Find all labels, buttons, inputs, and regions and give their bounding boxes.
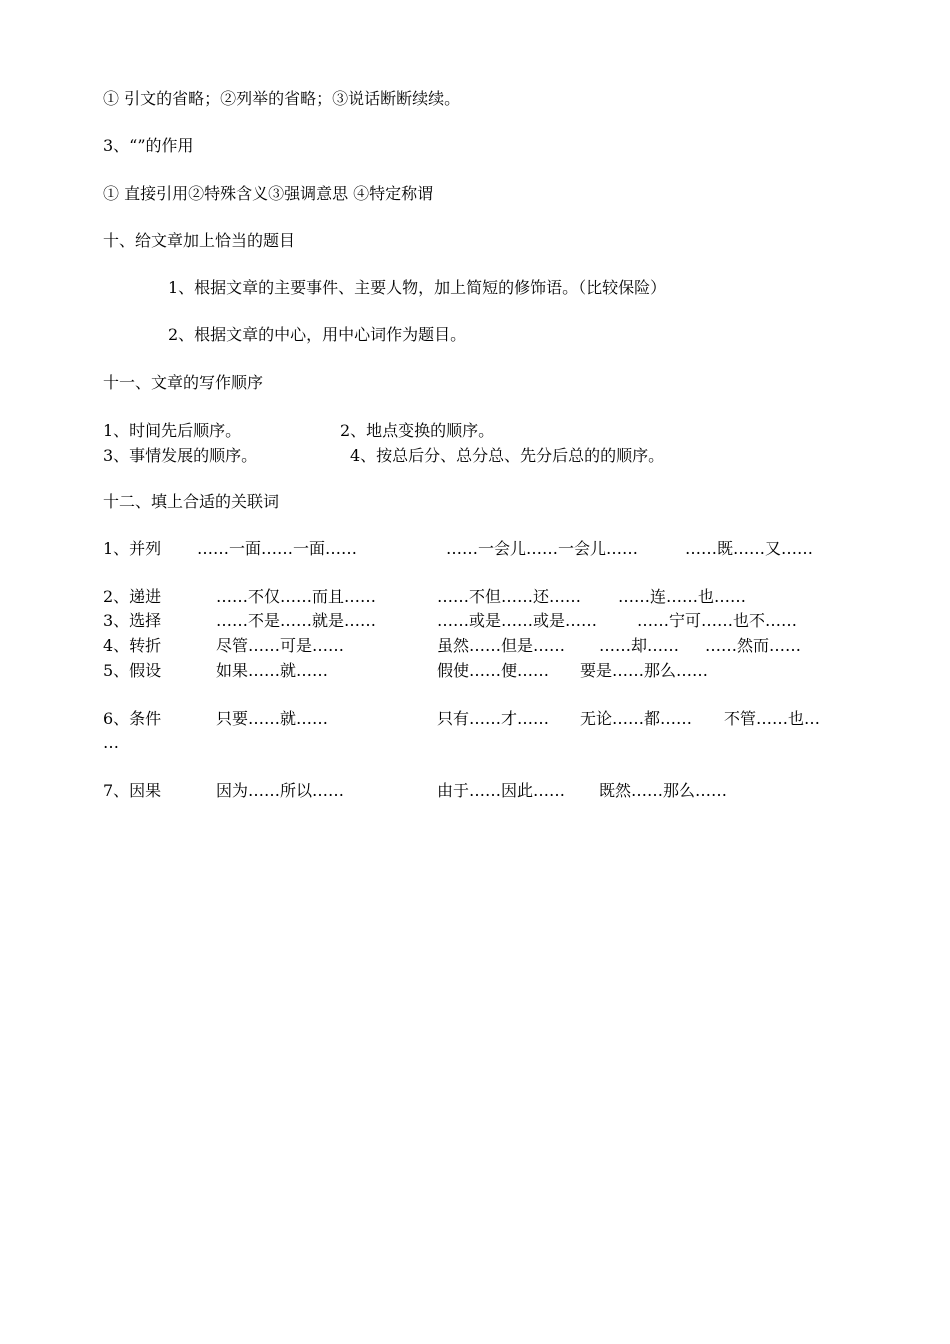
conj-row-cell: ……或是……或是…… bbox=[437, 611, 598, 630]
conj-row-cell: ……连……也…… bbox=[618, 587, 747, 606]
order-item-2: 2、地点变换的顺序。 bbox=[340, 421, 495, 440]
conj-row-cell: 无论……都…… bbox=[580, 709, 693, 728]
section-conj-heading: 十二、填上合适的关联词 bbox=[103, 492, 280, 511]
conj-row-cell: 虽然……但是…… bbox=[437, 636, 566, 655]
quote-uses-text: ① 直接引用②特殊含义③强调意思 ④特定称谓 bbox=[103, 184, 434, 203]
conj-row-label: 5、假设 bbox=[103, 661, 162, 680]
conj-row-label: 7、因果 bbox=[103, 781, 162, 800]
conj-row-cell: 尽管……可是…… bbox=[216, 636, 345, 655]
conj-row-cell: 由于……因此…… bbox=[437, 781, 566, 800]
conj-row-cell: 不管……也… bbox=[724, 709, 821, 728]
conj-row-cell: 因为……所以…… bbox=[216, 781, 345, 800]
section-title-heading: 十、给文章加上恰当的题目 bbox=[103, 231, 296, 250]
conj-row-label: 2、递进 bbox=[103, 587, 162, 606]
ellipsis-uses-text: ① 引文的省略；②列举的省略；③说话断断续续。 bbox=[103, 89, 461, 108]
section-order-heading: 十一、文章的写作顺序 bbox=[103, 373, 264, 392]
conj-row-label: 3、选择 bbox=[103, 611, 162, 630]
conj-row-cell: 假使……便…… bbox=[437, 661, 550, 680]
conj-row-cell: ……却…… bbox=[599, 636, 680, 655]
conj-row-cell: 既然……那么…… bbox=[599, 781, 728, 800]
title-method-2: 2、根据文章的中心，用中心词作为题目。 bbox=[168, 325, 467, 344]
title-method-1: 1、根据文章的主要事件、主要人物，加上简短的修饰语。（比较保险） bbox=[168, 278, 667, 297]
conj-row-cell: 只有……才…… bbox=[437, 709, 550, 728]
conj-row-cell: 要是……那么…… bbox=[580, 661, 709, 680]
conj-row-cell: ……然而…… bbox=[705, 636, 802, 655]
conj-row-label: 6、条件 bbox=[103, 709, 162, 728]
conj-row-label: 1、并列 bbox=[103, 539, 162, 558]
quote-usage-heading: 3、“”的作用 bbox=[103, 136, 194, 155]
conj-row-cell: ……一面……一面…… bbox=[197, 539, 358, 558]
conj-row-cell: 只要……就…… bbox=[216, 709, 329, 728]
conj-row-cell: ……一会儿……一会儿…… bbox=[446, 539, 639, 558]
conj-row-cell: 如果……就…… bbox=[216, 661, 329, 680]
order-item-3: 3、事情发展的顺序。 bbox=[103, 446, 258, 465]
conj-row-label: 4、转折 bbox=[103, 636, 162, 655]
conj-row-cell: ……不是……就是…… bbox=[216, 611, 377, 630]
conj-row-cell: ……不仅……而且…… bbox=[216, 587, 377, 606]
conj-row-cell-wrap: … bbox=[103, 733, 119, 752]
order-item-4: 4、按总后分、总分总、先分后总的的顺序。 bbox=[350, 446, 665, 465]
conj-row-cell: ……宁可……也不…… bbox=[637, 611, 798, 630]
order-item-1: 1、时间先后顺序。 bbox=[103, 421, 242, 440]
conj-row-cell: ……不但……还…… bbox=[437, 587, 582, 606]
conj-row-cell: ……既……又…… bbox=[685, 539, 814, 558]
